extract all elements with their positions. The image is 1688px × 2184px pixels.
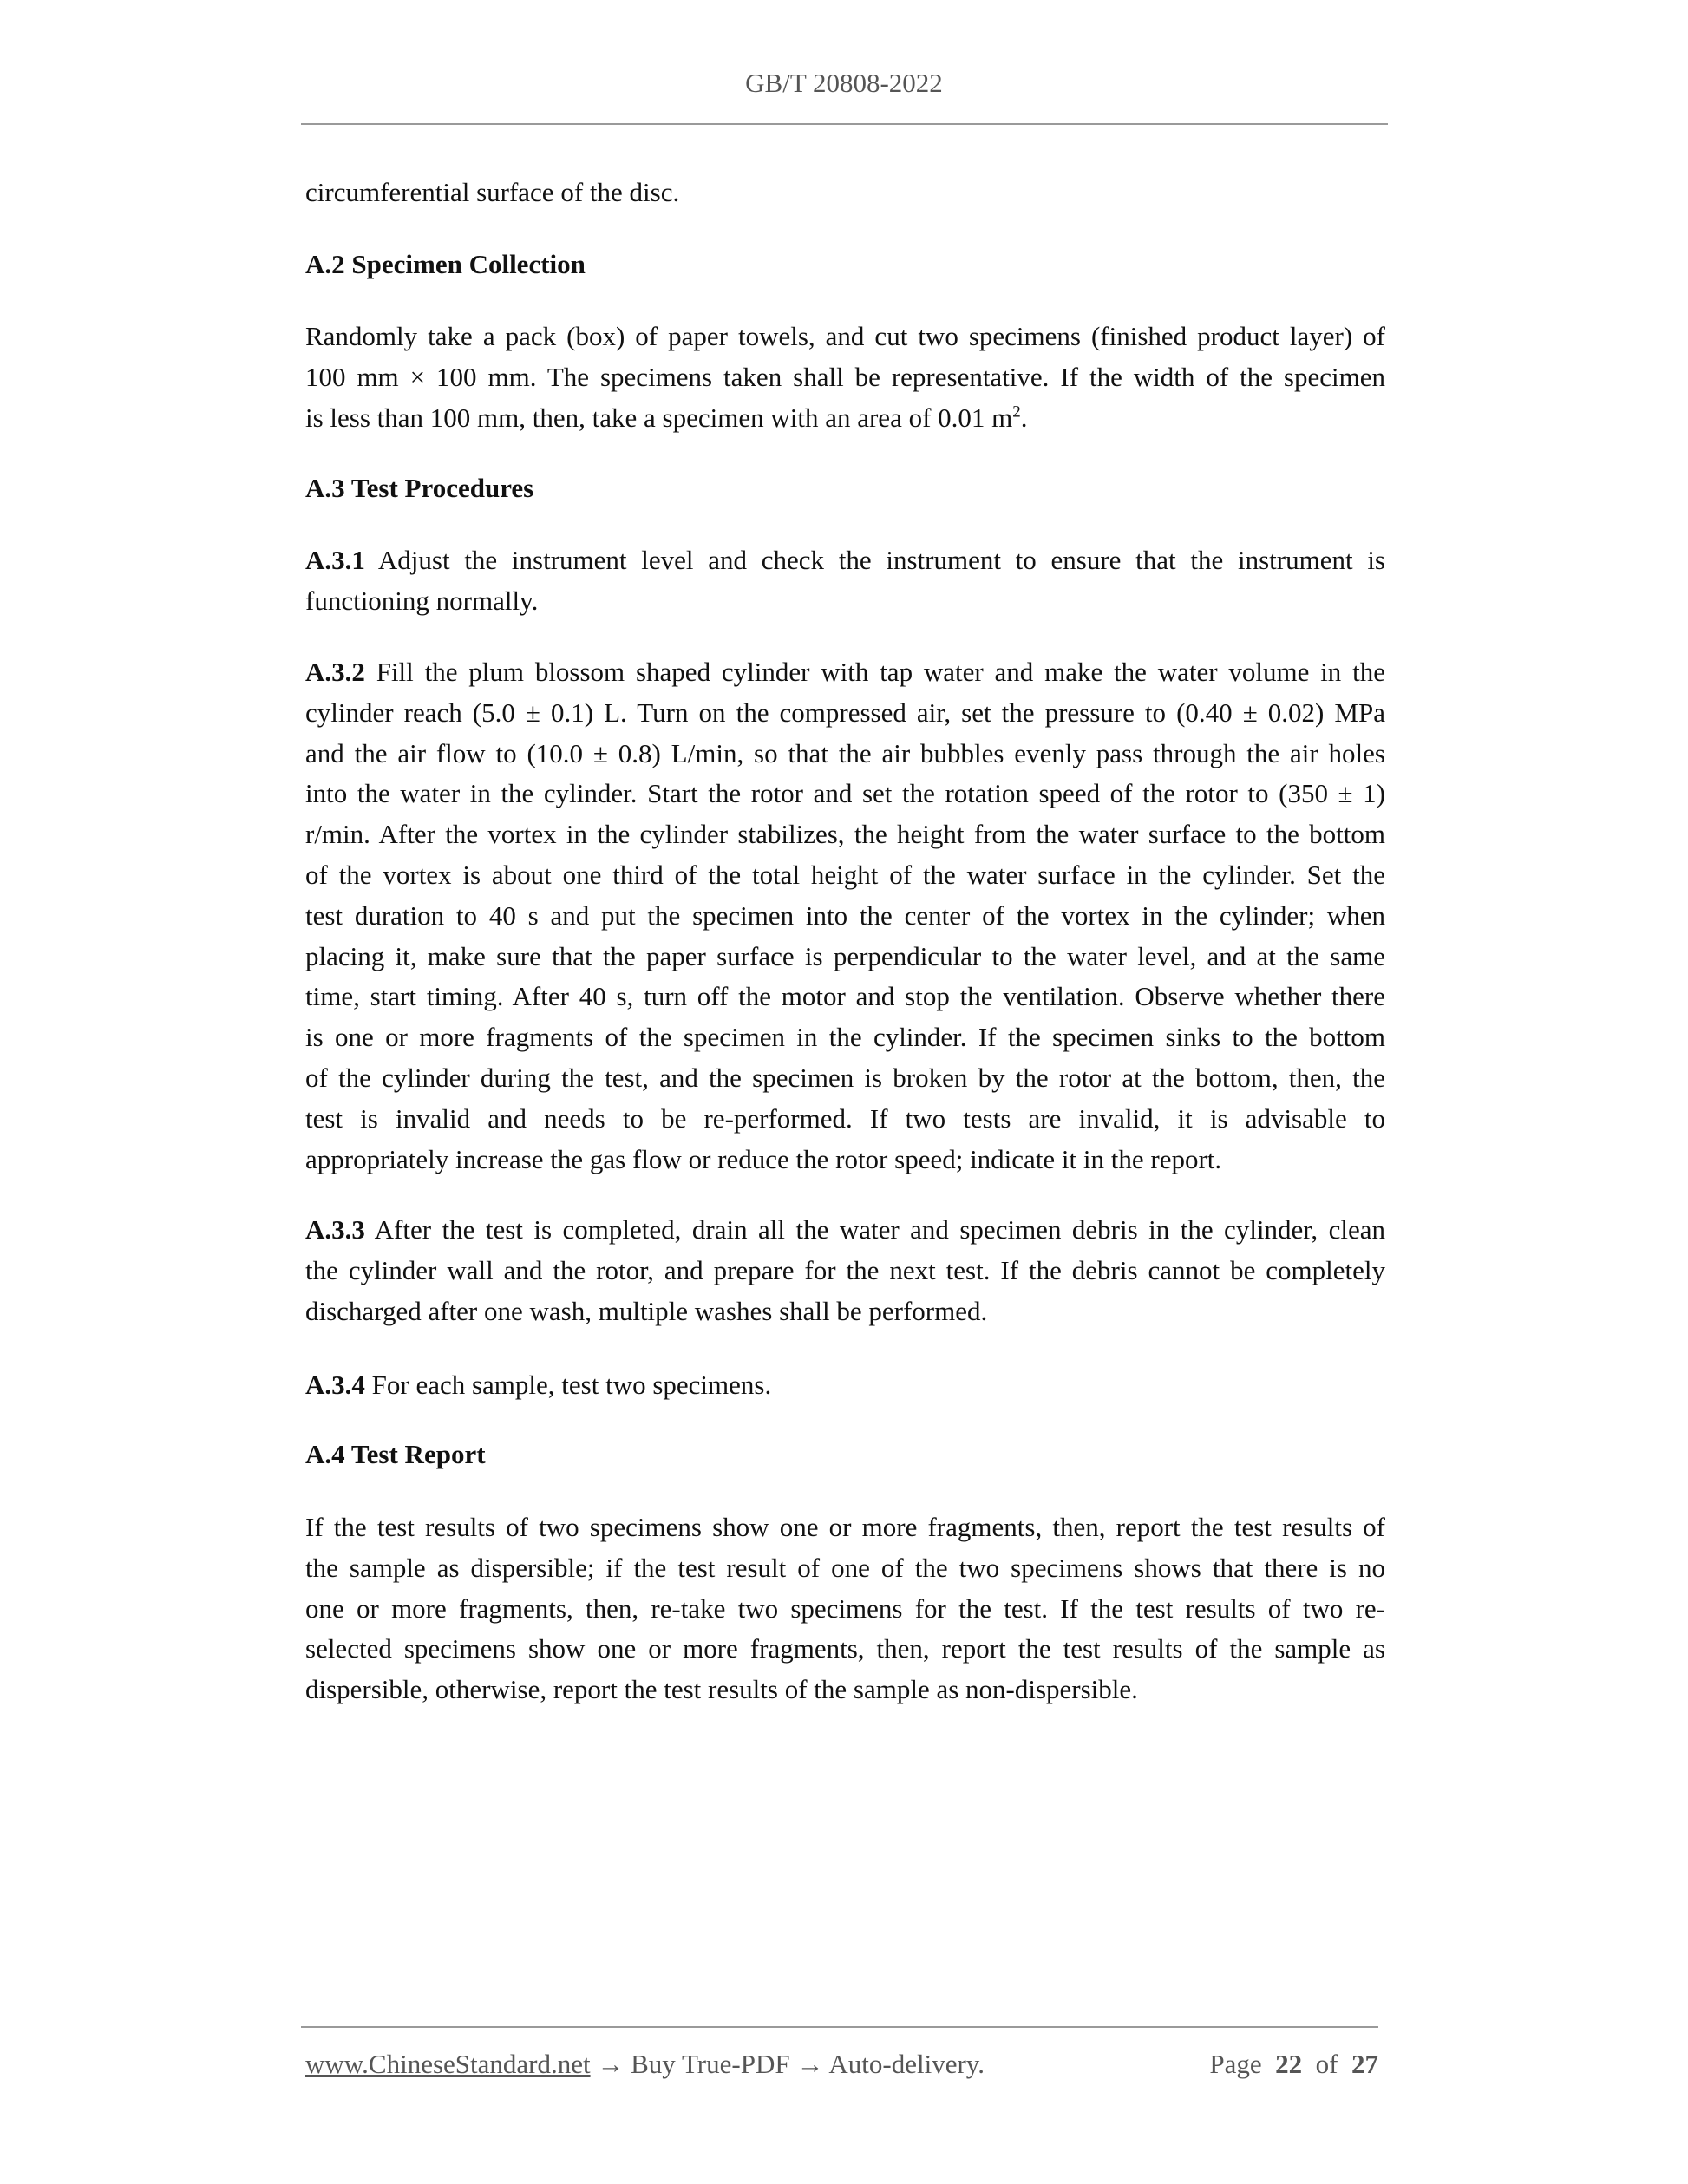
text-line: of the cylinder during the test, and the specimen is broken by the rotor at the bottom, then, the (305, 1062, 1385, 1093)
clause-label: A.3.2 (305, 657, 365, 687)
clause-a32 (305, 652, 1385, 1180)
paragraph-a2 (305, 317, 1385, 438)
clause-a33 (305, 1210, 1385, 1331)
document-header: GB/T 20808-2022 (745, 68, 943, 98)
text-line: cylinder reach (5.0 ± 0.1) L. Turn on the compressed air, set the pressure to (0.40 ± 0.02) MPa (305, 696, 1385, 728)
arrow-right-icon: → (796, 2049, 824, 2079)
text-line: functioning normally. (305, 585, 539, 616)
arrow-right-icon: → (597, 2049, 625, 2079)
heading-a3: A.3 Test Procedures (305, 473, 534, 503)
text-line: test duration to 40 s and put the specimen into the center of the vortex in the cylinder; when (305, 899, 1385, 931)
text-line: test is invalid and needs to be re-performed. If two tests are invalid, it is advisable to (305, 1102, 1385, 1134)
text-segment: After the test is completed, drain all the water and specimen debris in the cylinder, clean (364, 1214, 1385, 1245)
text-line (305, 540, 1385, 581)
text-line: appropriately increase the gas flow or reduce the rotor speed; indicate it in the report. (305, 1143, 1222, 1174)
text-segment: Fill the plum blossom shaped cylinder with tap water and make the water volume in the (364, 657, 1385, 687)
text-line: of the vortex is about one third of the total height of the water surface in the cylinder. Set the (305, 859, 1385, 890)
text-line (305, 652, 1385, 693)
heading-a2: A.2 Specimen Collection (305, 249, 586, 279)
text-line: r/min. After the vortex in the cylinder stabilizes, the height from the water surface to the bottom (305, 819, 1385, 850)
text-line: is one or more fragments of the specimen in the cylinder. If the specimen sinks to the bottom (305, 1022, 1385, 1053)
footer-divider (301, 2026, 1378, 2028)
heading-a4: A.4 Test Report (305, 1439, 486, 1469)
text-segment: Adjust the instrument level and check the instrument to ensure that the instrument is (364, 545, 1385, 575)
clause-label: A.3.3 (305, 1214, 365, 1245)
page-word: Page (1209, 2049, 1262, 2079)
text-line: one or more fragments, then, re-take two specimens for the test. If the test results of two re- (305, 1592, 1385, 1624)
clause-label: A.3.1 (305, 545, 365, 575)
text-segment: is less than 100 mm, then, take a specimen with an area of 0.01 m (305, 402, 1013, 433)
text-line (305, 1365, 1385, 1406)
text-line: placing it, make sure that the paper surface is perpendicular to the water level, and at the same (305, 940, 1385, 971)
text-line: selected specimens show one or more fragments, then, report the test results of the sample as (305, 1633, 1385, 1664)
text-line: and the air flow to (10.0 ± 0.8) L/min, so that the air bubbles evenly pass through the air holes (305, 737, 1385, 768)
text-segment: . (1020, 402, 1028, 433)
clause-label: A.3.4 (305, 1370, 365, 1400)
text-line: dispersible, otherwise, report the test results of the sample as non-dispersible. (305, 1674, 1138, 1705)
paragraph-a4 (305, 1507, 1385, 1710)
text-line: If the test results of two specimens show one or more fragments, then, report the test results of (305, 1512, 1385, 1542)
text-segment: For each sample, test two specimens. (364, 1370, 772, 1400)
text-line: the sample as dispersible; if the test result of one of the two specimens shows that there is no (305, 1552, 1385, 1583)
text-line: circumferential surface of the disc. (305, 177, 680, 207)
auto-delivery-text: Auto-delivery. (828, 2049, 985, 2079)
superscript: 2 (1012, 402, 1021, 422)
website-link[interactable]: www.ChineseStandard.net (305, 2049, 591, 2079)
header-divider (301, 123, 1388, 125)
page-indicator (1209, 2049, 1378, 2080)
text-line: Randomly take a pack (box) of paper towels, and cut two specimens (finished product layer) of (305, 321, 1385, 351)
footer-promo (305, 2049, 985, 2080)
text-line (305, 1210, 1385, 1251)
text-line: the cylinder wall and the rotor, and prepare for the next test. If the debris cannot be completely (305, 1254, 1385, 1285)
clause-a34 (305, 1365, 1385, 1406)
text-line: 100 mm × 100 mm. The specimens taken shall be representative. If the width of the specimen (305, 361, 1385, 392)
clause-a31 (305, 540, 1385, 622)
buy-pdf-text: Buy True-PDF (631, 2049, 790, 2079)
text-line: time, start timing. After 40 s, turn off the motor and stop the ventilation. Observe whether there (305, 981, 1385, 1012)
page-total: 27 (1351, 2049, 1378, 2079)
page-number: 22 (1275, 2049, 1303, 2079)
continuation-text (305, 173, 1385, 213)
of-word: of (1315, 2049, 1338, 2079)
text-line: into the water in the cylinder. Start the rotor and set the rotation speed of the rotor to (350 ± 1) (305, 778, 1385, 809)
text-line (305, 398, 1385, 439)
page-footer (305, 2049, 1378, 2080)
text-line: discharged after one wash, multiple washes shall be performed. (305, 1295, 988, 1326)
